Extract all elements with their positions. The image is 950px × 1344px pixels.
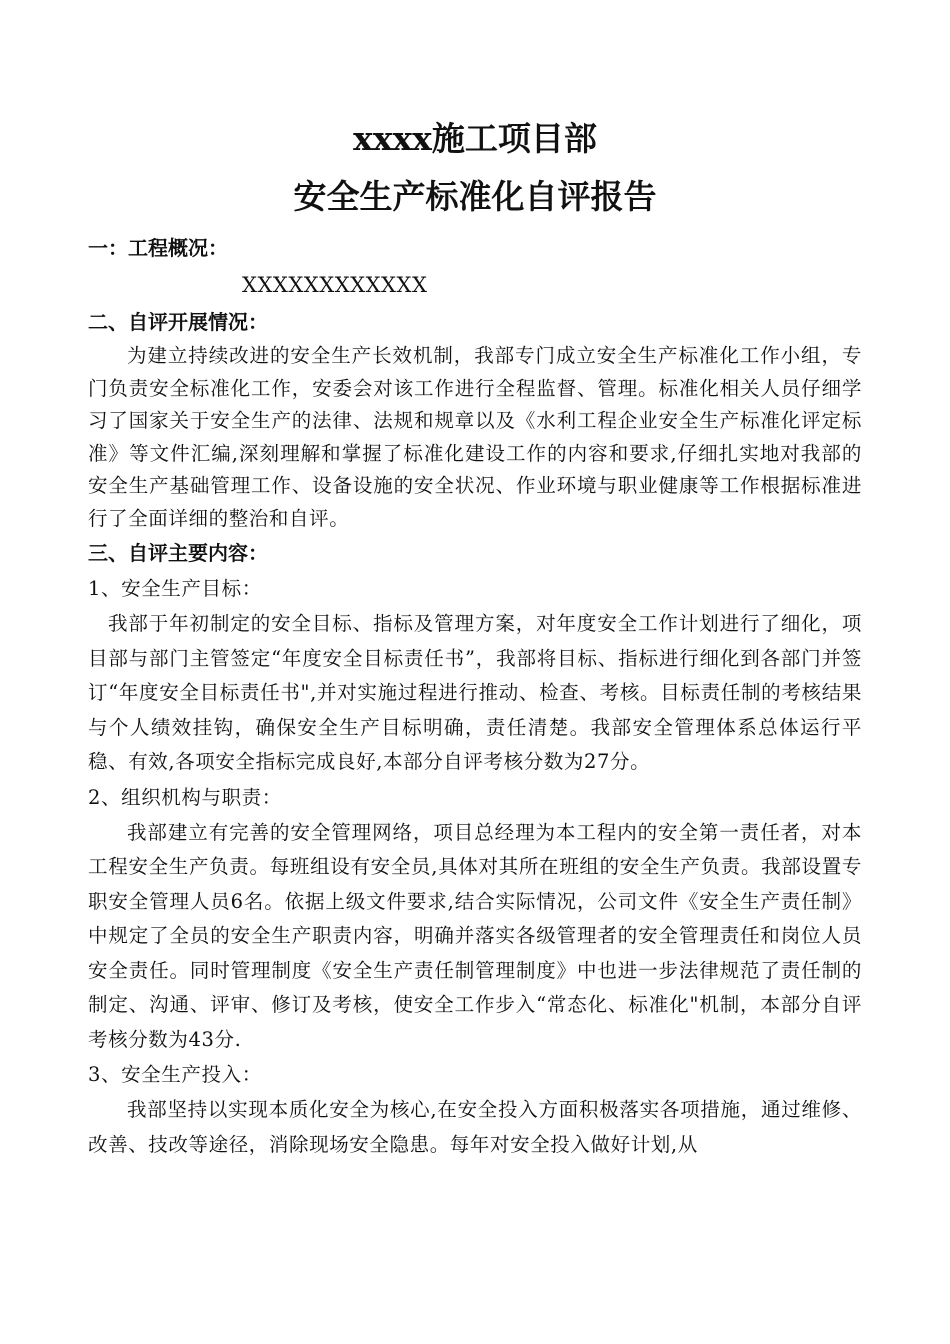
document-title-line2: 安全生产标准化自评报告 bbox=[293, 177, 657, 216]
section3-heading: 三、自评主要内容： bbox=[88, 541, 268, 565]
item2-paragraph: 我部建立有完善的安全管理网络，项目总经理为本工程内的安全第一责任者，对本工程安全生产负责。每班组设有安全员,具体对其所在班组的安全生产负责。我部设置专职安全管理人员6名。依据上级文件要求,结合实际情况，公司文件《安全生产责任制》中规定了全员的安全生产职责内容，明确并落实各级管理者的安全管理责任和岗位人员安全责任。同时管理制度《安全生产责任制管理制度》中也进一步法律规范了责任制的制定、沟通、评审、修订及考核，使安全工作步入“常态化、标准化"机制，本部分自评考核分数为43分. bbox=[88, 820, 862, 1051]
item3-paragraph: 我部坚持以实现本质化安全为核心,在安全投入方面积极落实各项措施，通过维修、改善、技改等途径，消除现场安全隐患。每年对安全投入做好计划,从 bbox=[88, 1098, 862, 1156]
section2-paragraph: 为建立持续改进的安全生产长效机制，我部专门成立安全生产标准化工作小组，专门负责安全标准化工作，安委会对该工作进行全程监督、管理。标准化相关人员仔细学习了国家关于安全生产的法律、法规和规章以及《水利工程企业安全生产标准化评定标准》等文件汇编,深刻理解和掌握了标准化建设工作的内容和要求,仔细扎实地对我部的安全生产基础管理工作、设备设施的安全状况、作业环境与职业健康等工作根据标准进行了全面详细的整治和自评。 bbox=[88, 344, 862, 530]
item3-heading: 3、安全生产投入： bbox=[88, 1063, 262, 1086]
item2-heading: 2、组织机构与职责： bbox=[88, 785, 282, 809]
item1-paragraph: 我部于年初制定的安全目标、指标及管理方案，对年度安全工作计划进行了细化，项目部与部门主管签定“年度安全目标责任书”，我部将目标、指标进行细化到各部门并签订“年度安全目标责任书",并对实施过程进行推动、检查、考核。目标责任制的考核结果与个人绩效挂钩，确保安全生产目标明确，责任清楚。我部安全管理体系总体运行平稳、有效,各项安全指标完成良好,本部分自评考核分数为27分。 bbox=[88, 612, 862, 773]
section1-heading: 一：工程概况： bbox=[88, 236, 228, 260]
section2-heading: 二、自评开展情况： bbox=[88, 310, 268, 334]
document-title-line1: xxxx施工项目部 bbox=[353, 119, 597, 158]
item1-heading: 1、安全生产目标： bbox=[88, 577, 262, 600]
project-name: XXXXXXXXXXXX bbox=[242, 273, 428, 297]
